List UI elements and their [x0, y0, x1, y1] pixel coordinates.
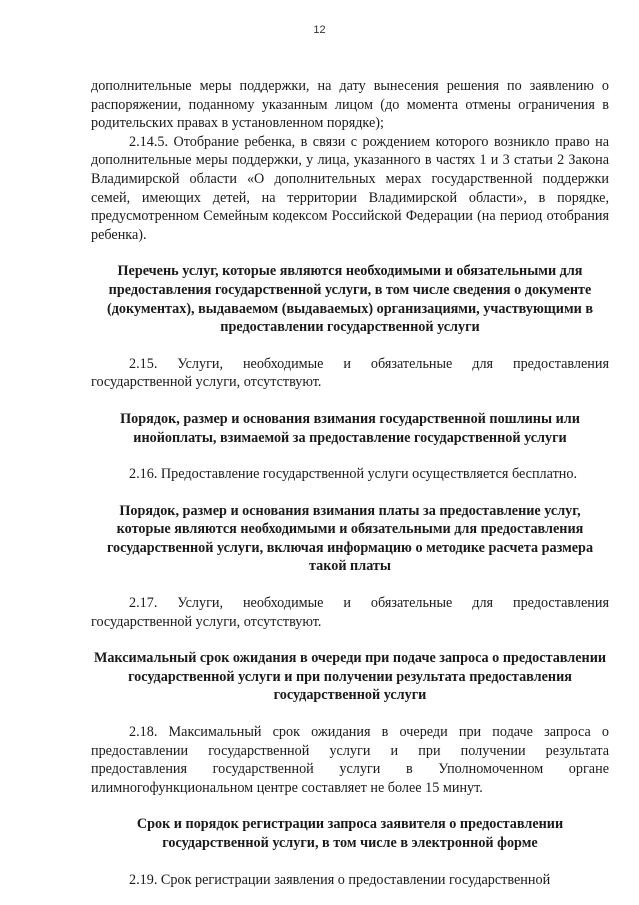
paragraph-2-16: 2.16. Предоставление государственной услуги осуществляется бесплатно.	[129, 466, 578, 483]
paragraph-2-14-5: 2.14.5. Отобрание ребенка, в связи с рождением которого возникло право на дополнительные меры поддержки, у лица, указанного в частях 1 и 3 статьи 2 Закона Владимирской области «О дополнительных мерах государственной поддержки семей, имеющих детей, на территории Владимирской области», в порядке, предусмотренном Семейным кодексом Российской Федерации (на период отобрания ребенка).	[91, 133, 609, 243]
paragraph-2-15: 2.15. Услуги, необходимые и обязательные для предоставления государственной услуги, отсутствуют.	[91, 355, 609, 391]
page-number: 12	[313, 24, 326, 36]
heading-state-fee: Порядок, размер и основания взимания государственной пошлины или инойоплаты, взимаемой за предоставление государственной услуги	[120, 410, 580, 446]
heading-fee-services: Порядок, размер и основания взимания платы за предоставление услуг, которые являются необходимыми и обязательными для предоставления государственной услуги, включая информацию о методике расчета размера такой платы	[106, 502, 594, 575]
heading-services-list: Перечень услуг, которые являются необходимыми и обязательными для предоставления государственной услуги, в том числе сведения о документе (документах), выдаваемом (выдаваемых) организациями, участвующими в предоставлении государственной услуги	[106, 263, 593, 336]
heading-wait-time: Максимальный срок ожидания в очереди при подаче запроса о предоставлении государственной услуги и при получении результата предоставления государственной услуги	[93, 650, 607, 704]
heading-registration: Срок и порядок регистрации запроса заявителя о предоставлении государственной услуги, в том числе в электронной форме	[136, 816, 564, 851]
paragraph-2-18: 2.18. Максимальный срок ожидания в очереди при подаче запроса о предоставлении государственной услуги и при получении результата предоставления государственной услуги в Уполномоченном органе илимногофункциональном центре составляет не более 15 минут.	[91, 724, 609, 796]
paragraph-2-19: 2.19. Срок регистрации заявления о предоставлении государственной	[129, 871, 551, 888]
document-body	[91, 77, 609, 889]
paragraph-continued: дополнительные меры поддержки, на дату вынесения решения по заявлению о распоряжении, поданному указанным лицом (до момента отмены ограничения в родительских правах в установленном порядке);	[91, 78, 609, 132]
paragraph-2-17: 2.17. Услуги, необходимые и обязательные для предоставления государственной услуги, отсутствуют.	[91, 595, 609, 630]
